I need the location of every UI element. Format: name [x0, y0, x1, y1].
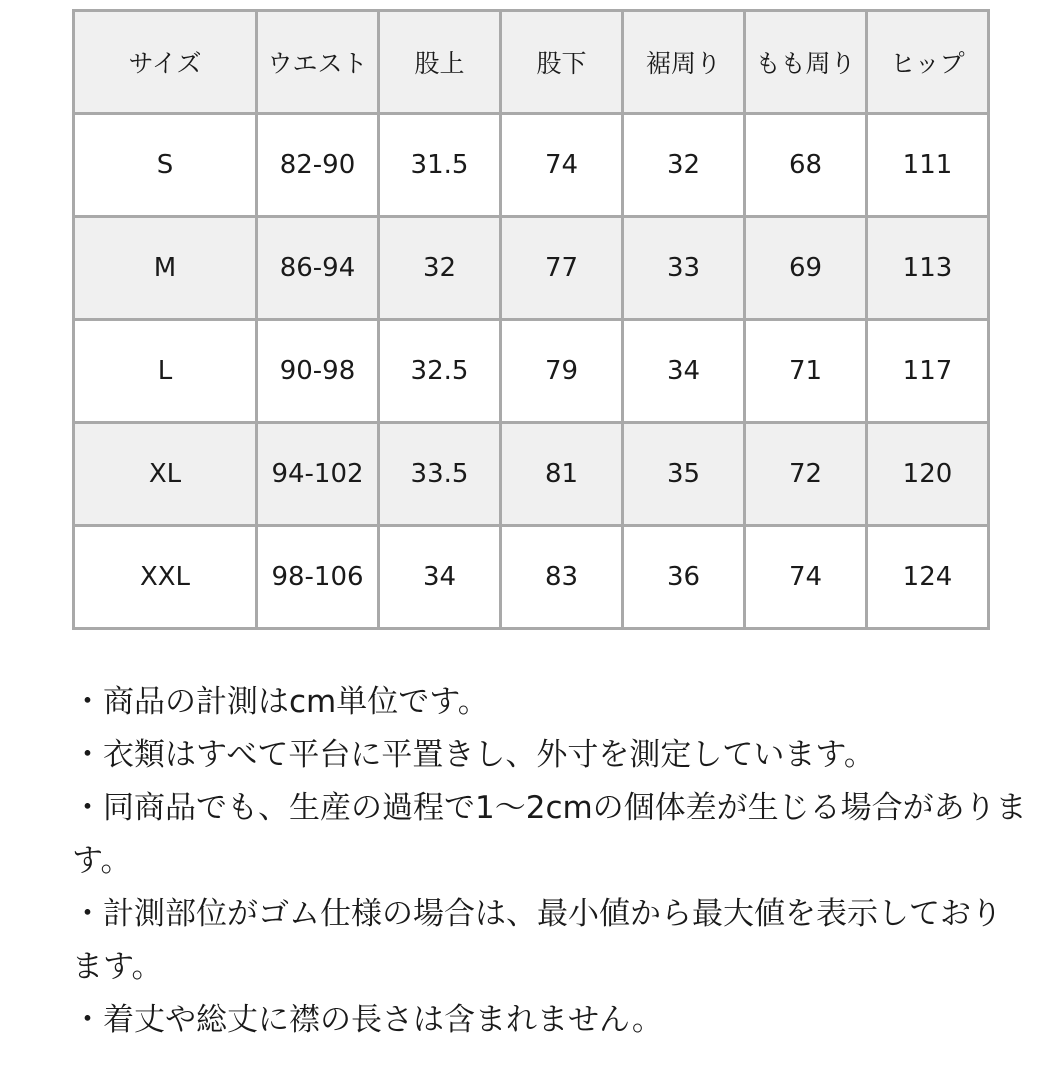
- table-cell: 83: [501, 526, 623, 629]
- table-cell: 69: [745, 217, 867, 320]
- table-cell: 33.5: [379, 423, 501, 526]
- note-item: ・商品の計測はcm単位です。: [72, 684, 489, 720]
- table-row: [74, 526, 989, 629]
- table-cell: 31.5: [379, 114, 501, 217]
- table-cell: 77: [501, 217, 623, 320]
- table-cell: 86-94: [257, 217, 379, 320]
- table-cell: XL: [74, 423, 257, 526]
- table-cell: 124: [867, 526, 989, 629]
- table-cell: 113: [867, 217, 989, 320]
- table-cell: 68: [745, 114, 867, 217]
- table-header-row: [74, 11, 989, 114]
- table-cell: XXL: [74, 526, 257, 629]
- table-cell: 98-106: [257, 526, 379, 629]
- note-item: ・衣類はすべて平台に平置きし、外寸を測定しています。: [72, 737, 875, 773]
- header-cell-inseam: 股下: [501, 11, 623, 114]
- header-cell-waist: ウエスト: [257, 11, 379, 114]
- table-row: [74, 423, 989, 526]
- table-cell: 117: [867, 320, 989, 423]
- table-cell: 35: [623, 423, 745, 526]
- table-row: [74, 217, 989, 320]
- table-cell: 32: [379, 217, 501, 320]
- table-cell: 34: [379, 526, 501, 629]
- table-row: [74, 320, 989, 423]
- table-cell: L: [74, 320, 257, 423]
- note-item: ・同商品でも、生産の過程で1～2cmの個体差が生じる場合があります。: [72, 790, 1027, 879]
- table-cell: 82-90: [257, 114, 379, 217]
- table-cell: 71: [745, 320, 867, 423]
- table-row: [74, 114, 989, 217]
- table-cell: 74: [745, 526, 867, 629]
- header-cell-hip: ヒップ: [867, 11, 989, 114]
- header-cell-hem: 裾周り: [623, 11, 745, 114]
- table-cell: 111: [867, 114, 989, 217]
- table-cell: 32.5: [379, 320, 501, 423]
- table-cell: 33: [623, 217, 745, 320]
- table-cell: M: [74, 217, 257, 320]
- note-item: ・着丈や総丈に襟の長さは含まれません。: [72, 1002, 663, 1038]
- table-cell: 79: [501, 320, 623, 423]
- table-cell: 81: [501, 423, 623, 526]
- table-cell: 36: [623, 526, 745, 629]
- table-cell: 72: [745, 423, 867, 526]
- note-item: ・計測部位がゴム仕様の場合は、最小値から最大値を表示しております。: [72, 896, 1002, 985]
- table-cell: 90-98: [257, 320, 379, 423]
- table-cell: S: [74, 114, 257, 217]
- size-chart-table: [72, 9, 990, 630]
- table-cell: 94-102: [257, 423, 379, 526]
- measurement-notes: [72, 676, 1032, 1047]
- header-cell-size: サイズ: [74, 11, 257, 114]
- header-cell-thigh: もも周り: [745, 11, 867, 114]
- table-cell: 74: [501, 114, 623, 217]
- table-cell: 34: [623, 320, 745, 423]
- table-cell: 120: [867, 423, 989, 526]
- header-cell-rise: 股上: [379, 11, 501, 114]
- table-cell: 32: [623, 114, 745, 217]
